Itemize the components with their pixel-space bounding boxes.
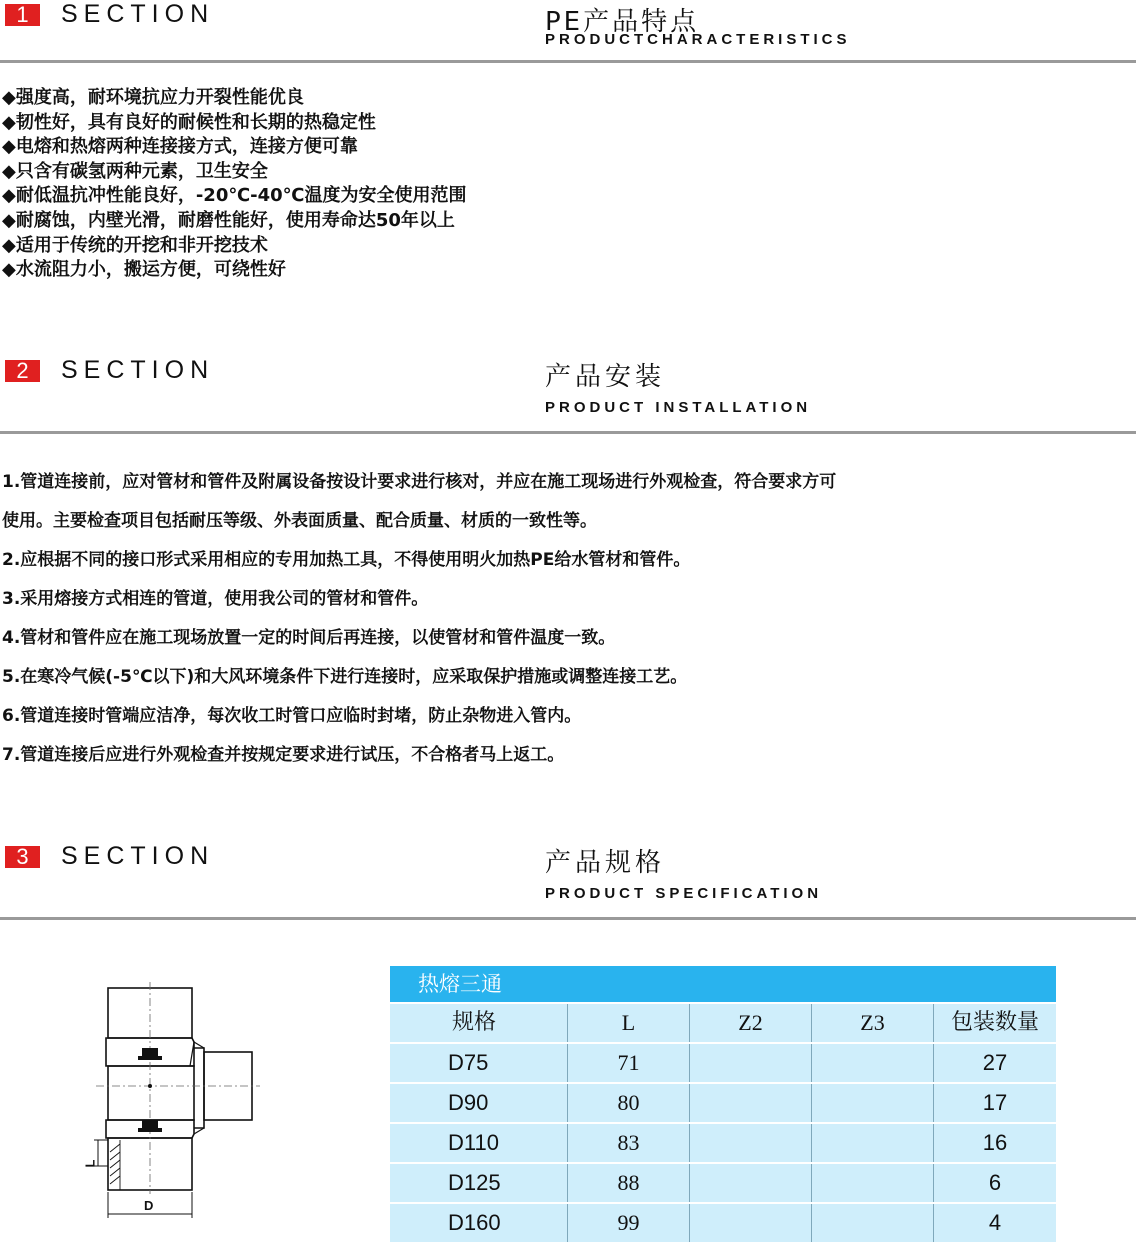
feature-item: ◆强度高，耐环境抗应力开裂性能优良 [2, 87, 304, 108]
section-title-cn: 产品规格 [545, 848, 666, 878]
table-row [390, 1164, 1056, 1202]
feature-item: ◆水流阻力小，搬运方便，可绕性好 [2, 259, 286, 281]
cell-spec: D125 [390, 1164, 568, 1202]
installation-list [2, 463, 836, 775]
section-title-cn: 产品安装 [545, 362, 666, 392]
cell-l: 71 [568, 1044, 690, 1082]
header-cell: Z3 [812, 1004, 934, 1042]
installation-step: 7.管道连接后应进行外观检查并按规定要求进行试压，不合格者马上返工。 [2, 745, 565, 765]
section-3-divider [0, 917, 1136, 920]
cell-z2 [690, 1124, 812, 1162]
cell-z3 [812, 1124, 934, 1162]
installation-step: 5.在寒冷气候(-5℃以下)和大风环境条件下进行连接时，应采取保护措施或调整连接工艺。 [2, 667, 688, 687]
cell-qty: 17 [982, 1090, 1008, 1115]
cell-l: 99 [568, 1204, 690, 1242]
cell-z3 [812, 1044, 934, 1082]
header-cell: Z2 [690, 1004, 812, 1042]
table-header-row [390, 1004, 1056, 1042]
installation-step: 3.采用熔接方式相连的管道，使用我公司的管材和管件。 [2, 589, 429, 609]
header-cell: 包装数量 [950, 1010, 1039, 1035]
section-word: SECTION [61, 356, 215, 384]
cell-z2 [690, 1084, 812, 1122]
section-1-divider [0, 60, 1136, 63]
cell-l: 83 [568, 1124, 690, 1162]
installation-step: 6.管道连接时管端应洁净，每次收工时管口应临时封堵，防止杂物进入管内。 [2, 706, 582, 726]
installation-step: 1.管道连接前，应对管材和管件及附属设备按设计要求进行核对，并应在施工现场进行外观检查，符合要求方可 [2, 472, 837, 492]
section-3-header [0, 842, 1136, 912]
installation-step: 使用。主要检查项目包括耐压等级、外表面质量、配合质量、材质的一致性等。 [2, 511, 597, 531]
spec-table [390, 966, 1056, 1242]
tee-fitting-drawing [90, 980, 270, 1230]
dimension-label-l: L [82, 1159, 98, 1168]
cell-z3 [812, 1084, 934, 1122]
cell-spec: D90 [390, 1084, 568, 1122]
cell-qty: 16 [982, 1130, 1008, 1155]
section-title-cn: PE产品特点 [545, 7, 700, 37]
cell-spec: D110 [390, 1124, 568, 1162]
cell-l: 88 [568, 1164, 690, 1202]
section-2-divider [0, 431, 1136, 434]
table-title: 热熔三通 [390, 966, 1056, 1002]
table-row [390, 1124, 1056, 1162]
cell-qty: 4 [988, 1210, 1002, 1235]
feature-item: ◆韧性好，具有良好的耐候性和长期的热稳定性 [2, 111, 376, 133]
section-2-header [0, 356, 1136, 426]
feature-item: ◆适用于传统的开挖和非开挖技术 [2, 234, 268, 256]
installation-step: 4.管材和管件应在施工现场放置一定的时间后再连接，以使管材和管件温度一致。 [2, 628, 616, 648]
cell-z2 [690, 1164, 812, 1202]
feature-item: ◆耐低温抗冲性能良好，-20℃-40℃温度为安全使用范围 [2, 185, 467, 207]
header-cell: L [568, 1004, 690, 1042]
section-number: 2 [5, 360, 40, 382]
section-number: 3 [5, 846, 40, 868]
feature-item: ◆耐腐蚀，内壁光滑，耐磨性能好，使用寿命达50年以上 [2, 209, 455, 231]
section-number: 1 [5, 4, 40, 26]
installation-step: 2.应根据不同的接口形式采用相应的专用加热工具，不得使用明火加热PE给水管材和管件。 [2, 550, 691, 570]
feature-item: ◆只含有碳氢两种元素，卫生安全 [2, 160, 268, 182]
cell-z3 [812, 1204, 934, 1242]
section-word: SECTION [61, 0, 215, 28]
cell-spec: D160 [390, 1204, 568, 1242]
header-cell: 规格 [390, 1004, 568, 1042]
cell-z2 [690, 1204, 812, 1242]
section-title-en: PRODUCTCHARACTERISTICS [545, 31, 851, 48]
table-row [390, 1044, 1056, 1082]
section-word: SECTION [61, 842, 215, 870]
cell-z2 [690, 1044, 812, 1082]
cell-spec: D75 [390, 1044, 568, 1082]
feature-item: ◆电熔和热熔两种连接接方式，连接方便可靠 [2, 136, 358, 158]
table-row [390, 1084, 1056, 1122]
cell-qty: 27 [982, 1050, 1008, 1075]
section-title-en: PRODUCT INSTALLATION [545, 399, 812, 416]
section-1-header [0, 0, 1136, 60]
table-row [390, 1204, 1056, 1242]
cell-z3 [812, 1164, 934, 1202]
cell-l: 80 [568, 1084, 690, 1122]
section-title-en: PRODUCT SPECIFICATION [545, 885, 823, 902]
cell-qty: 6 [988, 1170, 1002, 1195]
features-list [2, 86, 466, 283]
dimension-label-d: D [144, 1198, 154, 1213]
